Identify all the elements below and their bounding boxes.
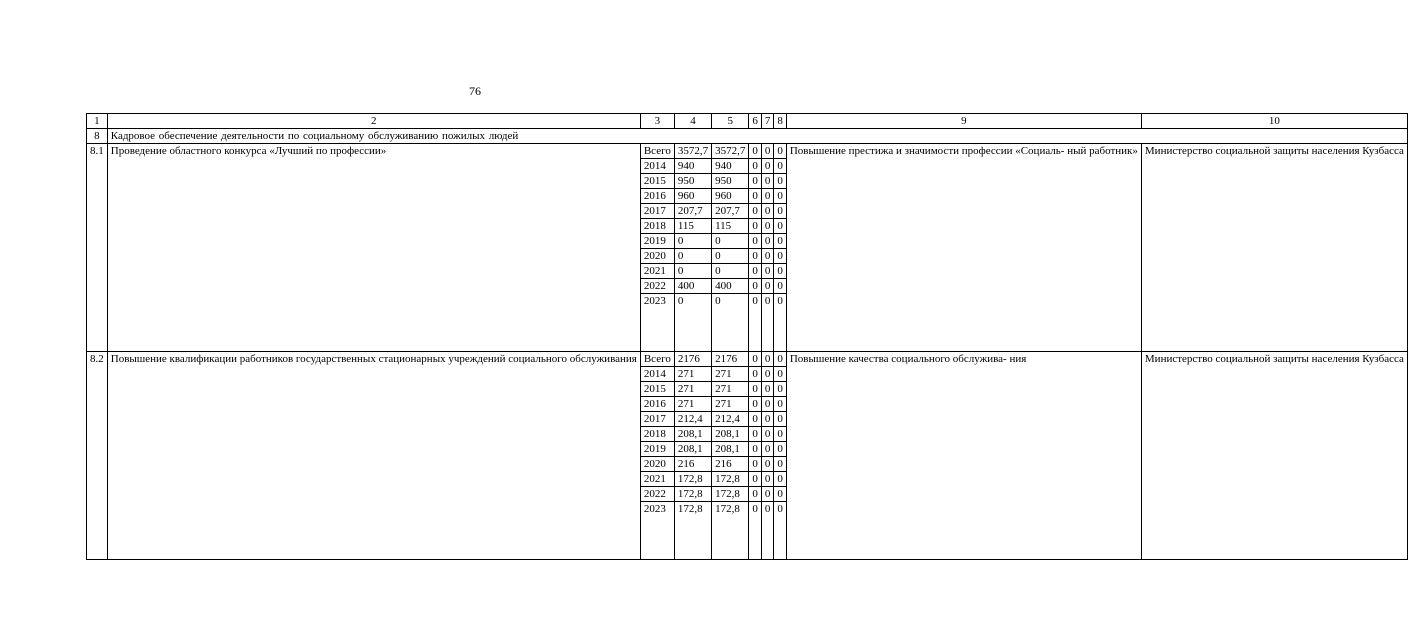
value-col-8: 0 [774,487,787,502]
value-col-7: 0 [761,367,774,382]
year-cell: 2014 [640,367,674,382]
value-col-8: 0 [774,427,787,442]
value-col-6: 0 [749,412,762,427]
table-row [87,352,1408,367]
value-col-5: 216 [712,457,749,472]
value-col-4: 950 [674,174,711,189]
year-cell: 2019 [640,442,674,457]
header-col-6: 6 [749,114,762,129]
value-col-8: 0 [774,352,787,367]
value-col-6: 0 [749,352,762,367]
value-col-4: 208,1 [674,442,711,457]
header-col-4: 4 [674,114,711,129]
value-col-5: 0 [712,234,749,249]
value-col-5: 208,1 [712,427,749,442]
item-number: 8.2 [87,352,108,560]
value-col-4: 960 [674,189,711,204]
item-result: Повышение качества социального обслужива- ния [786,352,1141,560]
value-col-5: 271 [712,367,749,382]
year-cell: 2021 [640,472,674,487]
value-col-7: 0 [761,294,774,352]
value-col-8: 0 [774,472,787,487]
header-col-8: 8 [774,114,787,129]
header-row [87,114,1408,129]
section-number: 8 [87,129,108,144]
year-cell: 2020 [640,249,674,264]
value-col-6: 0 [749,457,762,472]
value-col-4: 400 [674,279,711,294]
value-col-5: 115 [712,219,749,234]
year-cell: 2015 [640,174,674,189]
item-number: 8.1 [87,144,108,352]
year-cell: 2017 [640,412,674,427]
header-col-1: 1 [87,114,108,129]
value-col-5: 950 [712,174,749,189]
value-col-7: 0 [761,279,774,294]
value-col-8: 0 [774,234,787,249]
value-col-6: 0 [749,472,762,487]
value-col-8: 0 [774,294,787,352]
value-col-5: 212,4 [712,412,749,427]
value-col-8: 0 [774,457,787,472]
year-cell: 2022 [640,279,674,294]
value-col-6: 0 [749,219,762,234]
year-cell: 2017 [640,204,674,219]
section-row [87,129,1408,144]
value-col-5: 2176 [712,352,749,367]
value-col-8: 0 [774,367,787,382]
value-col-7: 0 [761,457,774,472]
value-col-7: 0 [761,352,774,367]
header-col-7: 7 [761,114,774,129]
value-col-7: 0 [761,397,774,412]
value-col-7: 0 [761,502,774,560]
year-cell: 2019 [640,234,674,249]
value-col-4: 0 [674,249,711,264]
value-col-4: 212,4 [674,412,711,427]
year-cell: 2014 [640,159,674,174]
value-col-8: 0 [774,412,787,427]
value-col-6: 0 [749,174,762,189]
value-col-4: 172,8 [674,502,711,560]
value-col-5: 208,1 [712,442,749,457]
value-col-5: 960 [712,189,749,204]
value-col-7: 0 [761,487,774,502]
value-col-7: 0 [761,472,774,487]
value-col-7: 0 [761,174,774,189]
value-col-6: 0 [749,159,762,174]
value-col-8: 0 [774,204,787,219]
year-cell: 2016 [640,189,674,204]
value-col-8: 0 [774,189,787,204]
value-col-8: 0 [774,502,787,560]
value-col-8: 0 [774,442,787,457]
value-col-7: 0 [761,442,774,457]
year-cell: 2018 [640,219,674,234]
value-col-6: 0 [749,427,762,442]
year-cell: Всего [640,352,674,367]
value-col-7: 0 [761,234,774,249]
value-col-6: 0 [749,144,762,159]
value-col-6: 0 [749,189,762,204]
value-col-4: 0 [674,294,711,352]
table-row [87,144,1408,159]
item-name: Повышение квалификации работников государственных стационарных учреждений социального обслуживания [107,352,640,560]
value-col-7: 0 [761,144,774,159]
year-cell: 2022 [640,487,674,502]
value-col-4: 172,8 [674,472,711,487]
value-col-4: 208,1 [674,427,711,442]
value-col-5: 3572,7 [712,144,749,159]
year-cell: 2023 [640,294,674,352]
value-col-6: 0 [749,294,762,352]
value-col-8: 0 [774,174,787,189]
value-col-6: 0 [749,502,762,560]
item-executor: Министерство социальной защиты населения Кузбасса [1141,144,1407,352]
value-col-7: 0 [761,264,774,279]
value-col-7: 0 [761,427,774,442]
value-col-5: 400 [712,279,749,294]
value-col-5: 0 [712,294,749,352]
item-result: Повышение престижа и значимости профессии «Социаль- ный работник» [786,144,1141,352]
program-table [86,113,1408,560]
header-col-10: 10 [1141,114,1407,129]
value-col-5: 172,8 [712,502,749,560]
value-col-4: 271 [674,382,711,397]
value-col-4: 216 [674,457,711,472]
header-col-5: 5 [712,114,749,129]
value-col-6: 0 [749,279,762,294]
year-cell: 2023 [640,502,674,560]
value-col-5: 172,8 [712,487,749,502]
value-col-8: 0 [774,249,787,264]
value-col-6: 0 [749,397,762,412]
value-col-7: 0 [761,189,774,204]
value-col-6: 0 [749,367,762,382]
value-col-7: 0 [761,204,774,219]
value-col-5: 207,7 [712,204,749,219]
header-col-3: 3 [640,114,674,129]
page-number: 76 [469,84,481,98]
item-executor: Министерство социальной защиты населения Кузбасса [1141,352,1407,560]
value-col-4: 172,8 [674,487,711,502]
value-col-5: 940 [712,159,749,174]
value-col-8: 0 [774,219,787,234]
value-col-4: 3572,7 [674,144,711,159]
value-col-5: 271 [712,382,749,397]
value-col-8: 0 [774,279,787,294]
value-col-7: 0 [761,249,774,264]
value-col-7: 0 [761,219,774,234]
header-col-9: 9 [786,114,1141,129]
value-col-5: 172,8 [712,472,749,487]
value-col-6: 0 [749,204,762,219]
value-col-6: 0 [749,382,762,397]
year-cell: 2020 [640,457,674,472]
year-cell: 2018 [640,427,674,442]
section-title: Кадровое обеспечение деятельности по социальному обслуживанию пожилых людей [107,129,1407,144]
value-col-4: 115 [674,219,711,234]
value-col-7: 0 [761,382,774,397]
value-col-8: 0 [774,397,787,412]
year-cell: 2021 [640,264,674,279]
value-col-8: 0 [774,159,787,174]
value-col-4: 271 [674,367,711,382]
value-col-8: 0 [774,382,787,397]
value-col-4: 207,7 [674,204,711,219]
value-col-5: 271 [712,397,749,412]
value-col-6: 0 [749,487,762,502]
value-col-4: 2176 [674,352,711,367]
header-col-2: 2 [107,114,640,129]
value-col-8: 0 [774,264,787,279]
year-cell: 2016 [640,397,674,412]
value-col-6: 0 [749,264,762,279]
value-col-4: 940 [674,159,711,174]
value-col-6: 0 [749,249,762,264]
value-col-6: 0 [749,234,762,249]
value-col-4: 0 [674,234,711,249]
value-col-4: 271 [674,397,711,412]
value-col-6: 0 [749,442,762,457]
value-col-7: 0 [761,412,774,427]
value-col-7: 0 [761,159,774,174]
year-cell: 2015 [640,382,674,397]
value-col-8: 0 [774,144,787,159]
year-cell: Всего [640,144,674,159]
value-col-4: 0 [674,264,711,279]
value-col-5: 0 [712,249,749,264]
value-col-5: 0 [712,264,749,279]
item-name: Проведение областного конкурса «Лучший по профессии» [107,144,640,352]
